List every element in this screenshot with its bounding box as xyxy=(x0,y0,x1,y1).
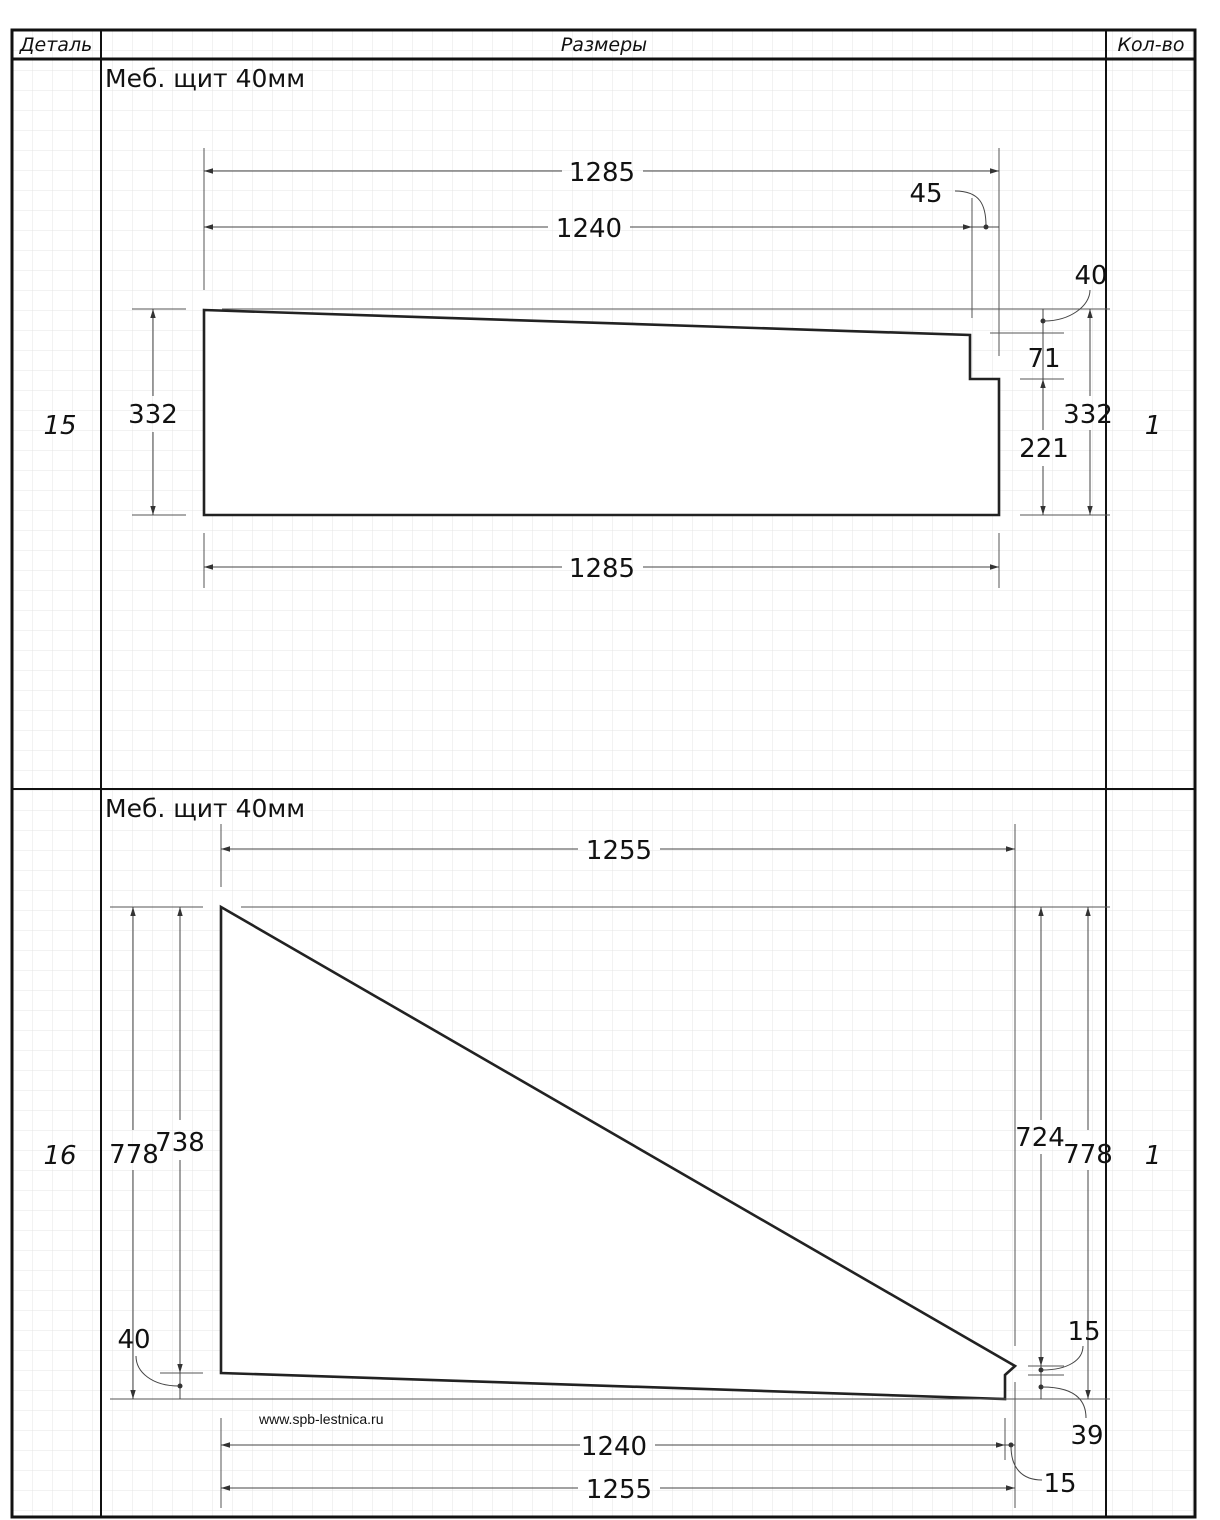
dim-left-bottom-offset: 40 xyxy=(117,1325,151,1355)
dim-top-width: 1255 xyxy=(585,836,653,866)
detail-16-number: 16 xyxy=(43,1141,77,1171)
dim-right-total-height: 332 xyxy=(1063,400,1113,430)
header-qty: Кол-во xyxy=(1117,34,1185,56)
dim-lower-right-height: 221 xyxy=(1019,434,1069,464)
dim-right-total-height: 778 xyxy=(1063,1140,1113,1170)
dim-top-drop: 40 xyxy=(1074,261,1108,291)
dim-left-total-height: 778 xyxy=(109,1140,159,1170)
dim-right-bottom-height: 39 xyxy=(1070,1421,1104,1451)
dim-bottom-total-width: 1255 xyxy=(585,1475,653,1505)
dim-slope-width: 1240 xyxy=(555,214,623,244)
dim-step-height: 71 xyxy=(1027,344,1061,374)
detail-16-qty: 1 xyxy=(1144,1141,1162,1171)
detail-16-title: Меб. щит 40мм xyxy=(105,794,306,823)
dim-left-inner-height: 738 xyxy=(155,1128,205,1158)
detail-15-qty: 1 xyxy=(1144,411,1162,441)
dim-notch-height: 15 xyxy=(1067,1317,1101,1347)
dim-bottom-width: 1285 xyxy=(568,554,636,584)
detail-15-outline xyxy=(204,310,999,515)
dim-overall-top-width: 1285 xyxy=(568,158,636,188)
dim-bottom-inner-width: 1240 xyxy=(580,1432,648,1462)
detail-15-number: 15 xyxy=(43,411,77,441)
dim-left-height: 332 xyxy=(128,400,178,430)
dim-right-inner-height: 724 xyxy=(1015,1123,1065,1153)
dim-notch-width: 15 xyxy=(1043,1469,1077,1499)
watermark-url: www.spb-lestnica.ru xyxy=(259,1411,384,1427)
detail-15-title: Меб. щит 40мм xyxy=(105,64,306,93)
dim-step-width: 45 xyxy=(909,179,943,209)
leader-dot xyxy=(984,225,989,230)
header-detail: Деталь xyxy=(19,34,93,56)
header-sizes: Размеры xyxy=(560,34,648,56)
